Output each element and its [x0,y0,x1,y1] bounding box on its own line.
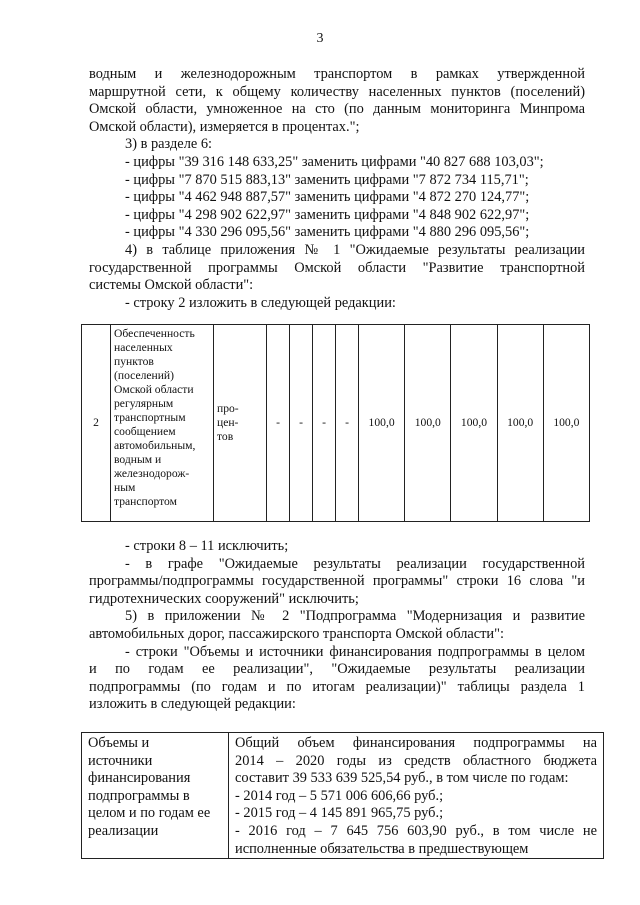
row-2-intro: - строку 2 изложить в следующей редакции: [125,294,396,311]
item-4-line: 4) в таблице приложения № 1 "Ожидаемые результаты реализации [125,241,585,258]
value-cell: 100,0 [497,325,543,522]
para-line: программы/подпрограммы государственной программы" строки 16 слова "и [89,573,585,590]
para-line: автомобильных дорог, пассажирского транспорта Омской области": [89,625,505,642]
body-text-middle [89,538,585,714]
dash-cell: - [267,325,290,522]
table-row [82,733,604,859]
dash-cell: - [336,325,359,522]
para-line: изложить в следующей редакции: [89,696,296,713]
item-4-line: системы Омской области": [89,277,254,294]
financing-value-cell: Общий объем финансирования подпрограммы на 2014 – 2020 годы из средств областного бюджета составит 39 533 639 525,54 руб., в том числе по годам: - 2014 год – 5 571 006 606,66 руб.; - 2015 год – 4 145 891 965,75 руб.; - 2016 год – 7 645 756 603,90 руб., в том числе не исполненные обязательства в предшествующем [229,733,604,859]
value-cell: 100,0 [359,325,405,522]
digits-line: - цифры "7 870 515 883,13" заменить цифрами "7 872 734 115,71"; [125,171,529,188]
digits-line: - цифры "4 330 296 095,56" заменить цифрами "4 880 296 095,56"; [125,224,530,241]
para-line: подпрограммы (по годам и по итогам реализации)" таблицы раздела 1 [89,678,585,695]
para-line: Омской области), измеряется в процентах."; [89,118,360,135]
value-cell: 100,0 [543,325,589,522]
para-line: - строки 8 – 11 исключить; [125,538,289,554]
digits-line: - цифры "39 316 148 633,25" заменить цифрами "40 827 688 103,03"; [125,153,544,170]
para-line: - в графе "Ожидаемые результаты реализации государственной [125,555,585,572]
body-text-top [89,66,585,312]
para-line: 5) в приложении № 2 "Подпрограмма "Модернизация и развитие [125,608,585,625]
page-number: 3 [316,31,324,46]
value-cell: 100,0 [451,325,497,522]
financing-table [81,732,604,859]
item-3-heading: 3) в разделе 6: [125,136,213,153]
row-number: 2 [82,325,111,522]
digits-line: - цифры "4 462 948 887,57" заменить цифрами "4 872 270 124,77"; [125,189,530,206]
results-table [81,324,590,522]
para-line: - строки "Объемы и источники финансирования подпрограммы в целом [125,643,585,660]
unit-cell: про- цен- тов [214,325,267,522]
para-line: Омской области, умноженное на сто (по данным мониторинга Минпрома [89,101,585,118]
para-line: и по годам ее реализации", "Ожидаемые результаты реализации [89,661,585,678]
item-4-line: государственной программы Омской области "Развитие транспортной [89,259,585,276]
para-line: гидротехнических сооружений" исключить; [89,590,359,607]
indicator-name: Обеспеченность населенных пунктов (поселений) Омской области регулярным транспортным сообщением автомобильным, водным и железнодорож- ным транспортом [111,325,214,522]
dash-cell: - [313,325,336,522]
table-row [82,325,590,522]
digits-line: - цифры "4 298 902 622,97" заменить цифрами "4 848 902 622,97"; [125,206,530,223]
financing-label-cell: Объемы и источники финансирования подпрограммы в целом и по годам ее реализации [82,733,229,859]
value-cell: 100,0 [405,325,451,522]
dash-cell: - [290,325,313,522]
para-line: маршрутной сети, к общему количеству населенных пунктов (поселений) [89,83,585,100]
para-line: водным и железнодорожным транспортом в рамках утвержденной [89,66,585,82]
